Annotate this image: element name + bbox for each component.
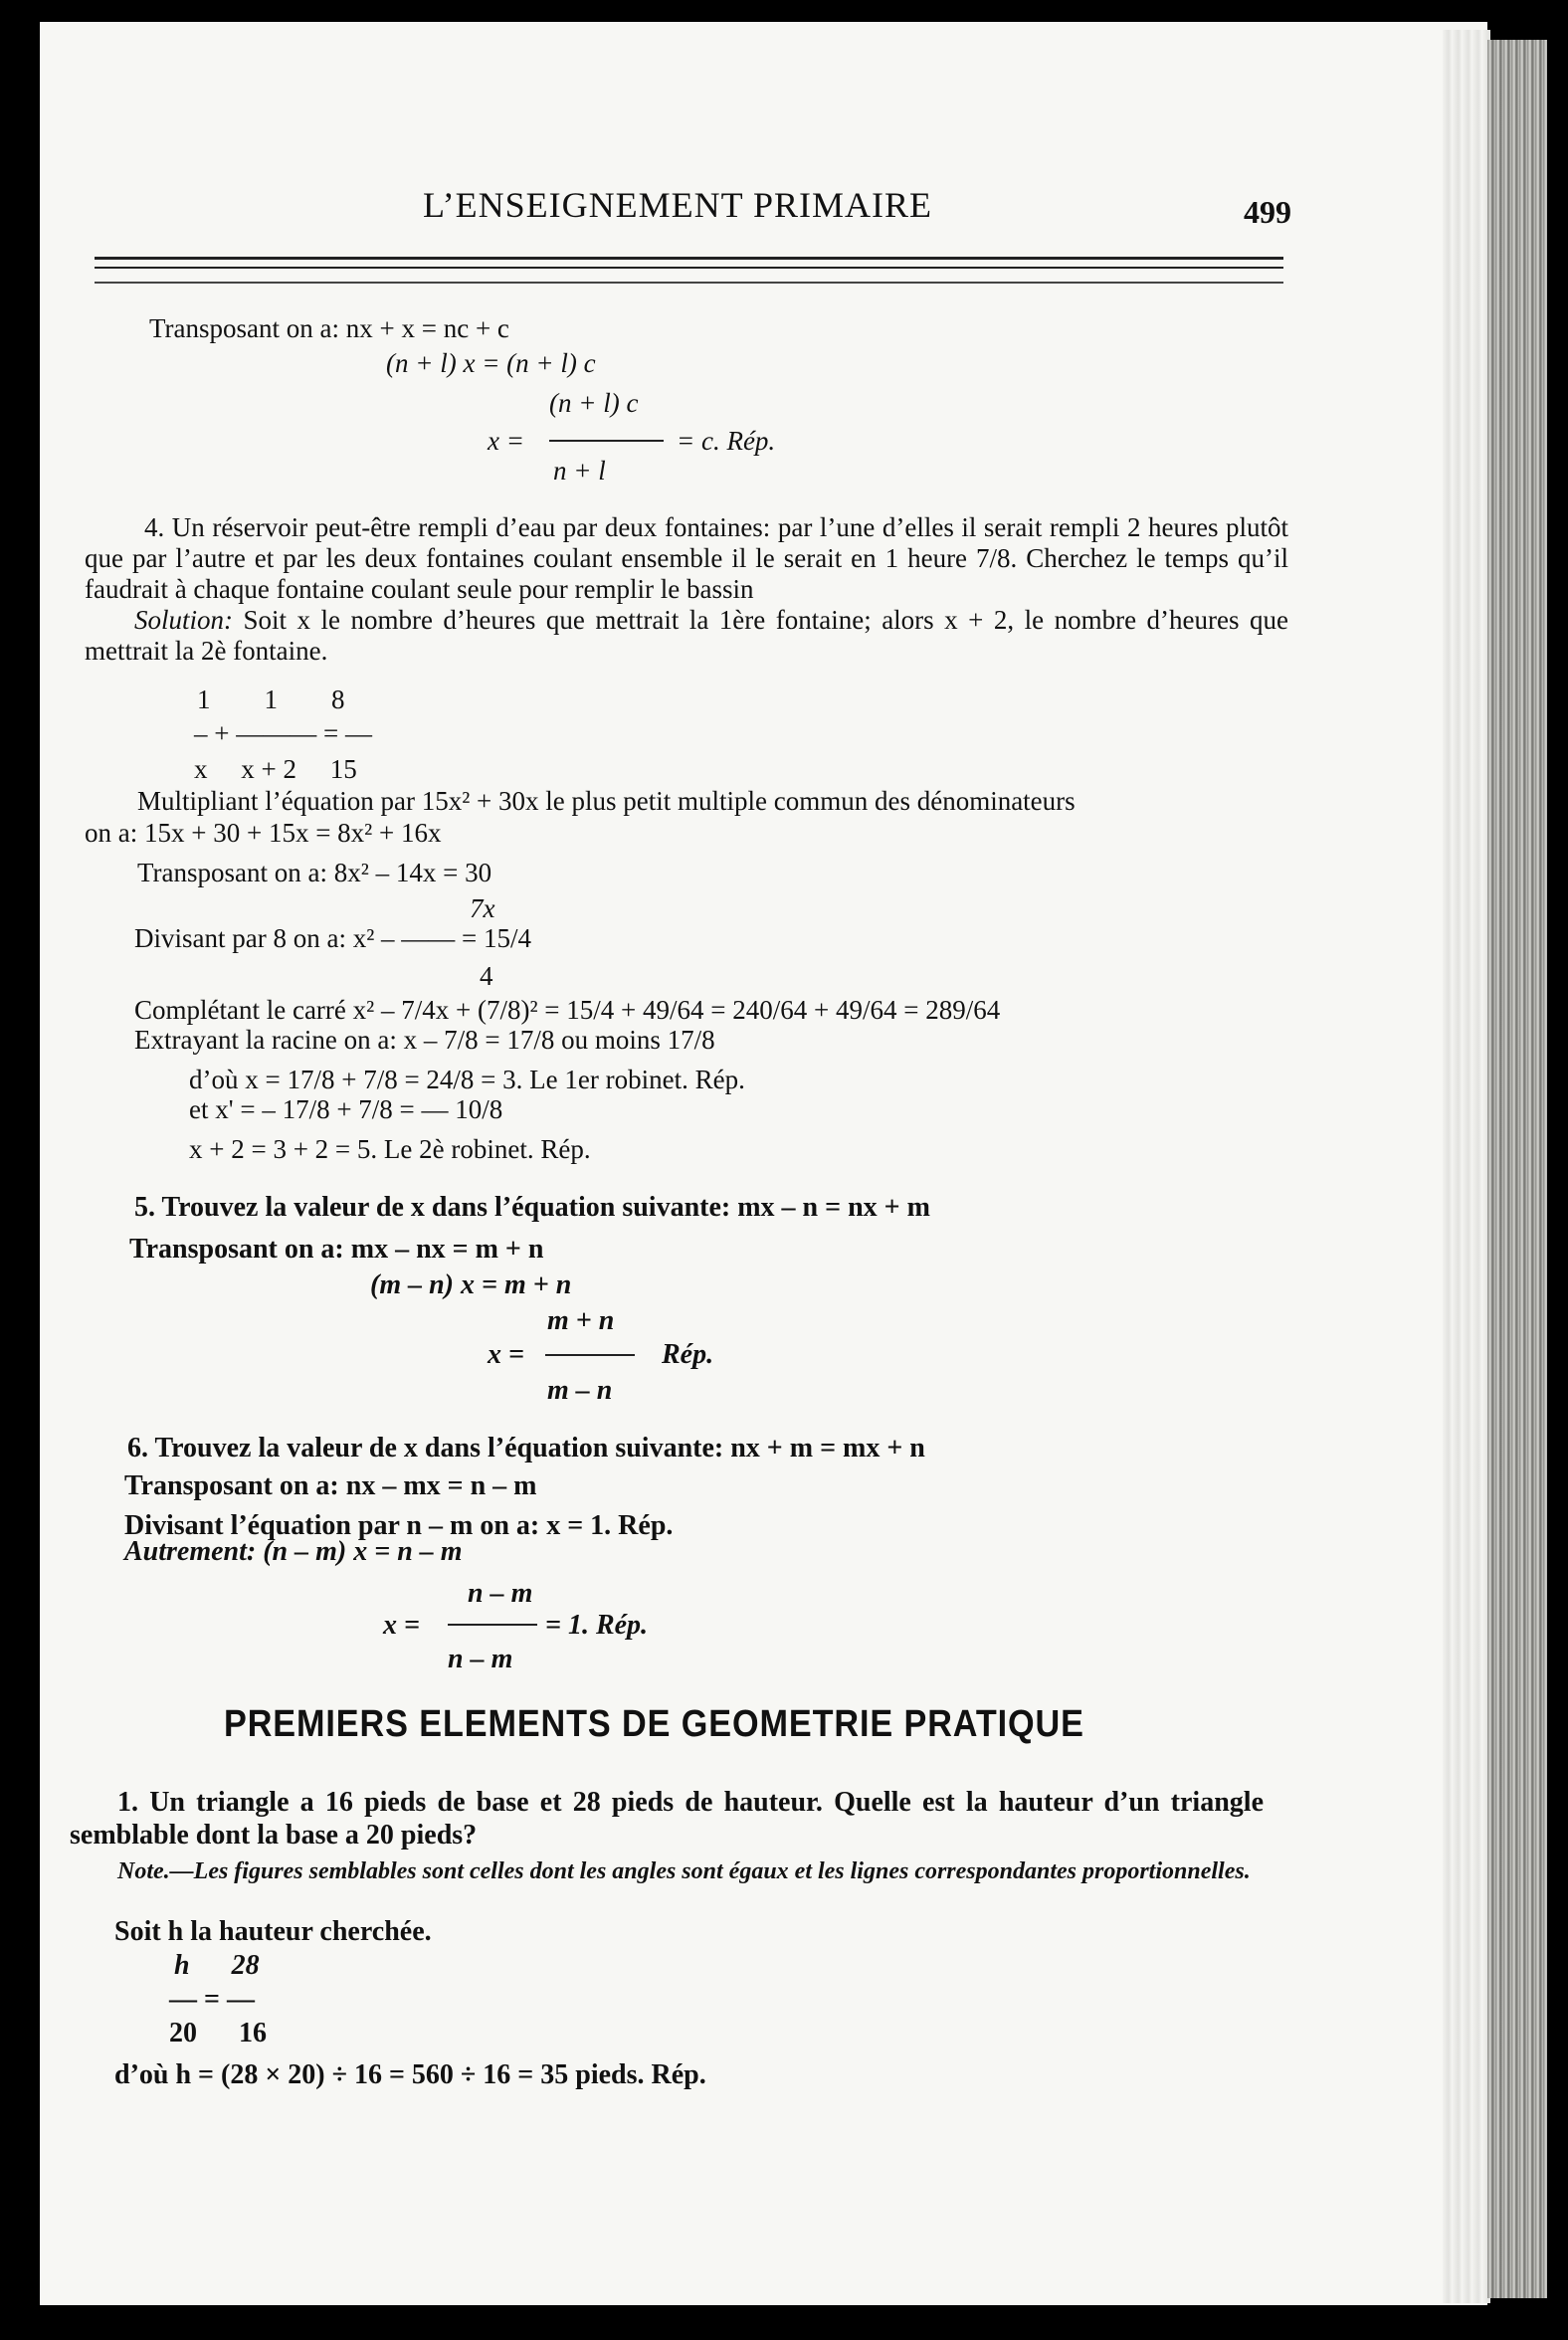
running-header: L’ENSEIGNEMENT PRIMAIRE: [423, 185, 933, 225]
autrement-label: Autrement:: [124, 1536, 257, 1567]
fraction-denominators: 20 16: [169, 2018, 267, 2048]
equation-lhs: x =: [383, 1610, 420, 1641]
note: Note.—Les figures semblables sont celles dont les angles sont égaux et les lignes correspondantes proportionnelles.: [117, 1858, 1251, 1884]
header-rule: [95, 257, 1283, 260]
section-heading: PREMIERS ELEMENTS DE GEOMETRIE PRATIQUE: [224, 1703, 1084, 1745]
equation-rhs: = 1. Rép.: [545, 1610, 649, 1641]
equation-line: on a: 15x + 30 + 15x = 8x² + 16x: [85, 818, 442, 848]
problem-4-statement: 4. Un réservoir peut-être rempli d’eau par deux fontaines: par l’une d’elles il serait rempli 2 heures plutôt que par l’autre et par les deux fontaines coulant ensemble il le serait en 1 heure 7/8. Cherchez le temps qu’il faudrait à chaque fontaine coulant seule pour remplir le bassin: [85, 512, 1288, 604]
fraction-denominator: n + l: [553, 456, 606, 486]
fraction-equation: – + ——— = —: [194, 718, 372, 748]
fraction-denominators: x x + 2 15: [194, 754, 357, 784]
fraction-numerator: 7x: [470, 893, 495, 923]
problem-5-statement: 5. Trouvez la valeur de x dans l’équation suivante: mx – n = nx + m: [134, 1192, 930, 1223]
geometry-problem-1: 1. Un triangle a 16 pieds de base et 28 pieds de hauteur. Quelle est la hauteur d’un triangle semblable dont la base a 20 pieds?: [70, 1787, 1264, 1851]
fraction-numerator: m + n: [547, 1305, 615, 1336]
problem-4-solution: [85, 605, 1288, 667]
equation-line: (n + l) x = (n + l) c: [386, 348, 596, 378]
header-rule: [95, 267, 1283, 269]
equation-lhs: x =: [488, 426, 524, 456]
equation-line: Transposant on a: 8x² – 14x = 30: [137, 858, 492, 887]
equation-line: d’où x = 17/8 + 7/8 = 24/8 = 3. Le 1er robinet. Rép.: [189, 1065, 745, 1094]
fraction-denominator: n – m: [448, 1644, 513, 1674]
page-stack-edge: [1443, 30, 1490, 2303]
fraction-bar: [545, 1354, 635, 1356]
book-fore-edge: [1487, 40, 1547, 2298]
equation-line: Soit h la hauteur cherchée.: [114, 1916, 432, 1947]
equation-line: d’où h = (28 × 20) ÷ 16 = 560 ÷ 16 = 35 pieds. Rép.: [114, 2059, 706, 2090]
equation-line: Transposant on a: nx + x = nc + c: [149, 313, 509, 343]
equation-line: Transposant on a: mx – nx = m + n: [129, 1234, 544, 1265]
equation-rhs: = c. Rép.: [677, 426, 776, 456]
equation-line: [124, 1536, 463, 1568]
equation-line: Complétant le carré x² – 7/4x + (7/8)² = 15/4 + 49/64 = 240/64 + 49/64 = 289/64: [134, 995, 1001, 1025]
solution-label: Solution:: [134, 605, 233, 635]
equation-line: et x' = – 17/8 + 7/8 = — 10/8: [189, 1094, 503, 1124]
equation-line: x + 2 = 3 + 2 = 5. Le 2è robinet. Rép.: [189, 1134, 591, 1164]
fraction-numerator: n – m: [468, 1578, 533, 1609]
equation-line: Divisant par 8 on a: x² – —— = 15/4: [134, 923, 532, 953]
page-number: 499: [1244, 194, 1291, 230]
fraction-numerator: (n + l) c: [549, 388, 639, 418]
fraction-numerators: h 28: [174, 1950, 260, 1981]
fraction-numerators: 1 1 8: [197, 684, 345, 714]
equation-line: Multipliant l’équation par 15x² + 30x le plus petit multiple commun des dénominateurs: [137, 786, 1076, 816]
fraction-bar: [549, 440, 664, 442]
header-rule: [95, 282, 1283, 284]
fraction-equation: — = —: [169, 1984, 255, 2015]
equation-line: Extrayant la racine on a: x – 7/8 = 17/8 ou moins 17/8: [134, 1025, 715, 1055]
equation-line: (m – n) x = m + n: [370, 1269, 572, 1300]
equation-line: Divisant l’équation par n – m on a: x = 1. Rép.: [124, 1510, 674, 1541]
equation-lhs: x =: [488, 1339, 524, 1370]
fraction-denominator: 4: [480, 961, 493, 991]
fraction-bar: [448, 1624, 537, 1626]
equation-line: Transposant on a: nx – mx = n – m: [124, 1470, 537, 1501]
fraction-denominator: m – n: [547, 1375, 613, 1406]
problem-6-statement: 6. Trouvez la valeur de x dans l’équation suivante: nx + m = mx + n: [127, 1433, 925, 1463]
rep-label: Rép.: [662, 1339, 714, 1370]
solution-text: Soit x le nombre d’heures que mettrait la 1ère fontaine; alors x + 2, le nombre d’heures que mettrait la 2è fontaine.: [85, 605, 1288, 666]
autrement-text: (n – m) x = n – m: [256, 1536, 463, 1567]
